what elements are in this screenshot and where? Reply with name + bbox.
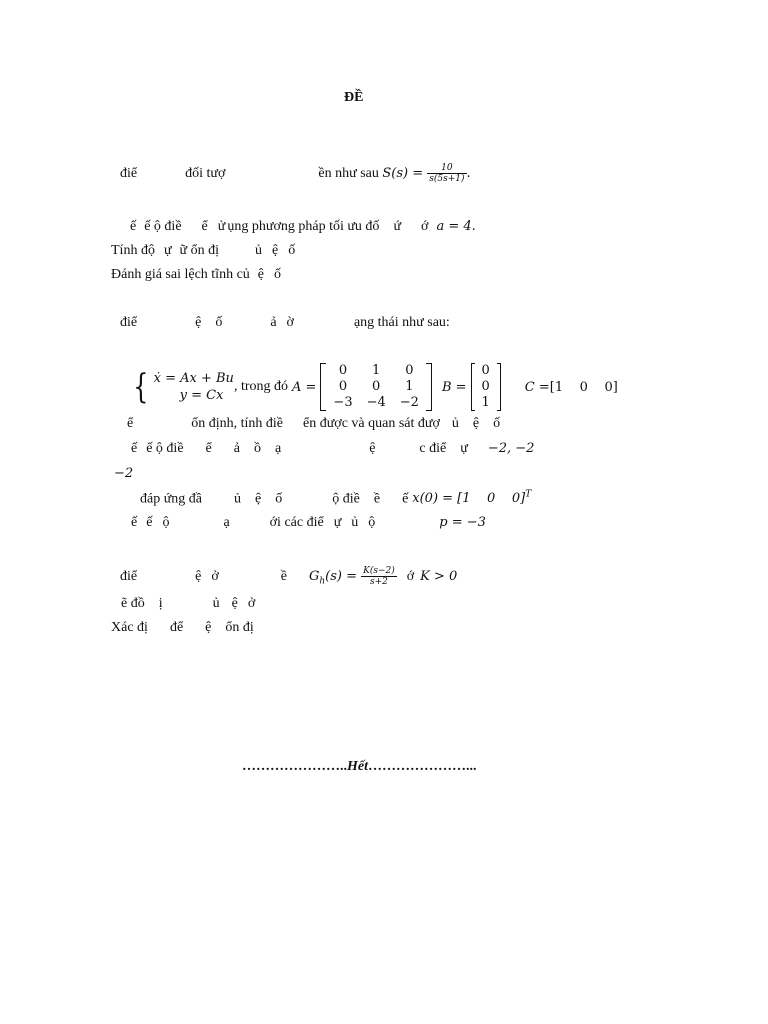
matrix-a-cell: 0 [338, 379, 348, 394]
q2-matrix-A [320, 363, 432, 411]
q1-text-c: ền như sau [318, 166, 379, 181]
het-label: Hết [347, 759, 368, 774]
matrix-a-cell: −2 [399, 395, 419, 410]
q2-item-b: ế ế ộ điề ể ả ồ ạ ệ c điể ự −2, −2 [131, 441, 535, 456]
exam-title: ĐỀ [344, 90, 364, 105]
matrix-b-row [475, 395, 497, 411]
q1-text-b: đối tượ [185, 166, 226, 181]
q2-system-equations [130, 367, 234, 407]
q2-output-equation: y = Cx [179, 388, 224, 403]
q2-intro-line: điể ệ ố ả ờ ạng thái như sau: [120, 315, 450, 330]
q1-param-a: a = 4. [436, 219, 476, 234]
q2-matrix-B [471, 363, 501, 411]
q2-trong-do: , trong đó [233, 379, 288, 394]
q2-B-label: B = [441, 379, 467, 395]
q2-initial-condition: x(0) = [1 0 0]$^T$ [412, 490, 532, 507]
matrix-a-cell: −3 [333, 395, 353, 410]
q2-item-d: ế ế ộ ạ ới các điể ự ủ ộ p = −3 [131, 515, 486, 530]
q2-observer-pole: p = −3 [439, 515, 486, 530]
q2-C-label: C = [524, 379, 550, 395]
q1-intro-line [120, 163, 471, 184]
matrix-a-cell: 0 [372, 379, 381, 394]
q2-item-a: ể ổn định, tính điề ển được và quan sát đượ ủ ệ ố [127, 416, 501, 431]
matrix-b-row [475, 363, 497, 379]
q2-item-c: đáp ứng đầ ủ ệ ố ộ điề ề ế x(0) = [1 0 0]$^T$ [140, 490, 532, 507]
matrix-a-row [326, 379, 426, 395]
q3-intro-line: điể ệ ở ề $G_h(s)$ = $\frac{K(s-2)}{s+2}$ ớ K > 0 [120, 566, 458, 587]
q1-tf-numerator: 10 [427, 163, 466, 174]
end-marker: …………………..Hết…………………... [242, 759, 477, 774]
q1-text-a: điể [120, 166, 138, 181]
q1-tf-denominator: s(5s+1) [429, 174, 465, 184]
q3-item-a: ẽ đồ ị ủ ệ ở [121, 596, 256, 611]
matrix-a-row [326, 363, 426, 379]
matrix-a-cell: 1 [372, 363, 381, 378]
q3-tf-numerator: K(s−2) [363, 566, 395, 576]
q1-transfer-function: S(s) = $\frac{10}{s(5s+1)}$ . [382, 163, 471, 184]
matrix-a-cell: 0 [405, 363, 414, 378]
matrix-a-cell: −4 [366, 395, 386, 410]
matrix-b-row [475, 379, 497, 395]
q2-matrix-C: [1 0 0] [549, 379, 618, 395]
q3-transfer-function: $G_h(s)$ = $\frac{K(s-2)}{s+2}$ [308, 566, 395, 587]
q3-tf-denominator: s+2 [370, 577, 388, 587]
matrix-b-cell: 0 [481, 379, 490, 394]
q1-item-a: ế ế ộ điề ể ử ụng phương pháp tối ưu đố ứ ớ a = 4. [130, 219, 476, 234]
matrix-a-cell: 1 [405, 379, 414, 394]
q2-A-label: A = [292, 379, 317, 395]
q1-item-c: Đánh giá sai lệch tĩnh củ ệ ố [111, 267, 282, 282]
matrix-b-cell: 0 [481, 363, 490, 378]
q3-K-condition: K > 0 [420, 569, 458, 584]
matrix-b-cell: 1 [481, 395, 490, 410]
matrix-a-cell: 0 [338, 363, 348, 378]
q3-item-b: Xác đị để ệ ổn đị [111, 620, 254, 635]
q1-item-b: Tính độ ự ữ ổn đị ủ ệ ố [111, 243, 296, 258]
q2-item-b-continued: −2 [114, 466, 134, 481]
left-brace-icon: { [133, 367, 149, 407]
matrix-a-row [326, 395, 426, 411]
q2-state-space [130, 363, 618, 411]
q2-state-equation: ẋ = Ax + Bu [153, 371, 234, 386]
q2-desired-poles: −2, −2 [487, 441, 535, 456]
